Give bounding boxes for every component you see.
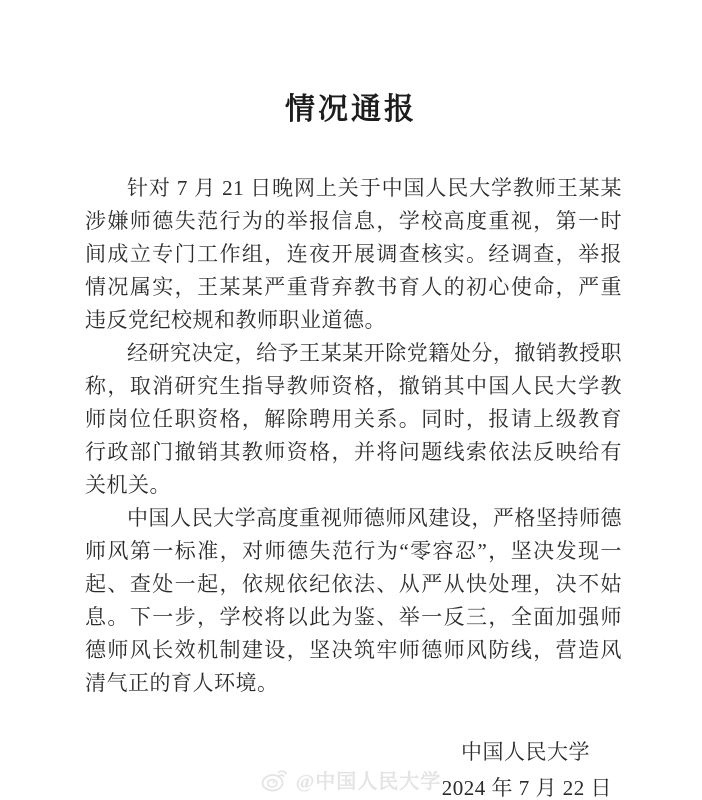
notice-body: [85, 172, 622, 700]
page-title: 情况通报: [285, 93, 417, 126]
signature-org: 中国人民大学: [461, 740, 590, 764]
notice-paragraph: 经研究决定，给予王某某开除党籍处分，撤销教授职称，取消研究生指导教师资格，撤销其中国人民大学教师岗位任职资格，解除聘用关系。同时，报请上级教育行政部门撤销其教师资格，并将问题线索依法反映给有关机关。: [85, 341, 622, 497]
watermark-label: @中国人民大学: [295, 771, 442, 793]
signature-date: 2024 年 7 月 22 日: [441, 776, 612, 800]
weibo-watermark: [0, 765, 702, 794]
notice-paragraph: 中国人民大学高度重视师德师风建设，严格坚持师德师风第一标准，对师德失范行为“零容忍”，坚决发现一起、查处一起，依规依纪依法、从严从快处理，决不姑息。下一步，学校将以此为鉴、举一反三，全面加强师德师风长效机制建设，坚决筑牢师德师风防线，营造风清气正的育人环境。: [85, 506, 622, 695]
notice-paragraph: 针对 7 月 21 日晚网上关于中国人民大学教师王某某涉嫌师德失范行为的举报信息，学校高度重视，第一时间成立专门工作组，连夜开展调查核实。经调查，举报情况属实，王某某严重背弃教书育人的初心使命，严重违反党纪校规和教师职业道德。: [85, 176, 622, 332]
weibo-icon: [261, 768, 289, 792]
